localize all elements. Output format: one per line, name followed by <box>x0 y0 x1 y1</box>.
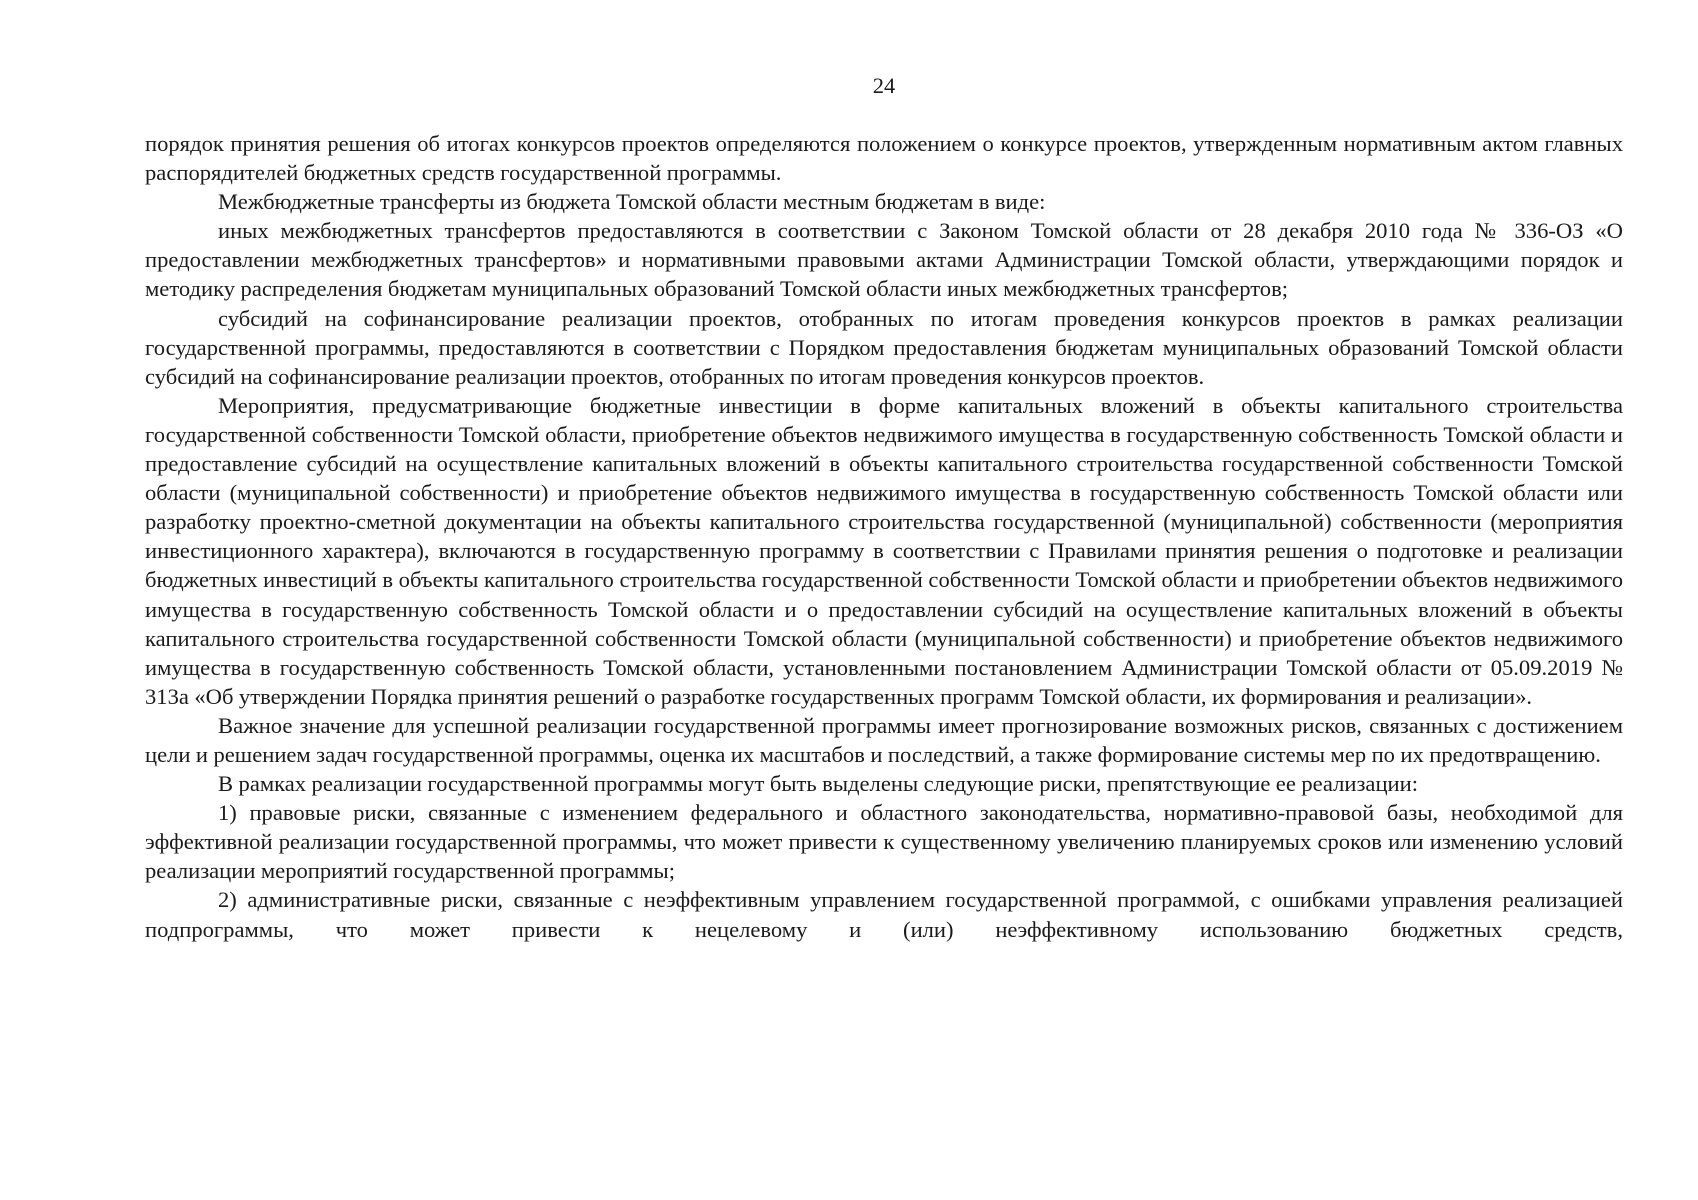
paragraph-risks-intro: В рамках реализации государственной программы могут быть выделены следующие риски, препятствующие ее реализации: <box>218 771 1419 797</box>
paragraph-subsidies: субсидий на софинансирование реализации проектов, отобранных по итогам проведения конкурсов проектов в рамках реализации государственной программы, предоставляются в соответствии с Порядком предоставления бюджетам муниципальных образований Томской области субсидий на софинансирование реализации проектов, отобранных по итогам проведения конкурсов проектов. <box>145 305 1623 389</box>
paragraph-interbudget-transfers: Межбюджетные трансферты из бюджета Томской области местным бюджетам в виде: <box>218 189 1046 215</box>
paragraph-other-transfers: иных межбюджетных трансфертов предоставляются в соответствии с Законом Томской области от 28 декабря 2010 года № 336-ОЗ «О предоставлении межбюджетных трансфертов» и нормативными правовыми актами Администрации Томской области, утверждающими порядок и методику распределения бюджетам муниципальных образований Томской области иных межбюджетных трансфертов; <box>145 218 1623 302</box>
page-number: 24 <box>872 73 896 98</box>
paragraph-contest-procedure: порядок принятия решения об итогах конкурсов проектов определяются положением о конкурсе проектов, утвержденным нормативным актом главных распорядителей бюджетных средств государственной программы. <box>145 131 1623 186</box>
paragraph-risk-forecasting: Важное значение для успешной реализации государственной программы имеет прогнозирование возможных рисков, связанных с достижением цели и решением задач государственной программы, оценка их масштабов и последствий, а также формирование системы мер по их предотвращению. <box>145 712 1623 767</box>
paragraph-administrative-risks: 2) административные риски, связанные с неэффективным управлением государственной программой, с ошибками управления реализацией подпрограммы, что может привести к нецелевому и (или) неэффективному использованию бюджетных средств, <box>145 887 1623 942</box>
paragraph-investment-measures: Мероприятия, предусматривающие бюджетные инвестиции в форме капитальных вложений в объекты капитального строительства государственной собственности Томской области, приобретение объектов недвижимого имущества в государственную собственность Томской области и предоставление субсидий на осуществление капитальных вложений в объекты капитального строительства государственной собственности Томской области (муниципальной собственности) и приобретение объектов недвижимого имущества в государственную собственность Томской области или разработку проектно-сметной документации на объекты капитального строительства государственной (муниципальной) собственности (мероприятия инвестиционного характера), включаются в государственную программу в соответствии с Правилами принятия решения о подготовке и реализации бюджетных инвестиций в объекты капитального строительства государственной собственности Томской области и приобретении объектов недвижимого имущества в государственную собственность Томской области и о предоставлении субсидий на осуществление капитальных вложений в объекты капитального строительства государственной собственности Томской области (муниципальной собственности) и приобретение объектов недвижимого имущества в государственную собственность Томской области, установленными постановлением Администрации Томской области от 05.09.2019 № 313а «Об утверждении Порядка принятия решений о разработке государственных программ Томской области, их формирования и реализации». <box>145 392 1623 709</box>
document-body <box>145 129 1623 944</box>
paragraph-legal-risks: 1) правовые риски, связанные с изменением федерального и областного законодательства, нормативно-правовой базы, необходимой для эффективной реализации государственной программы, что может привести к существенному увеличению планируемых сроков или изменению условий реализации мероприятий государственной программы; <box>145 800 1623 884</box>
document-page <box>145 0 1623 1200</box>
